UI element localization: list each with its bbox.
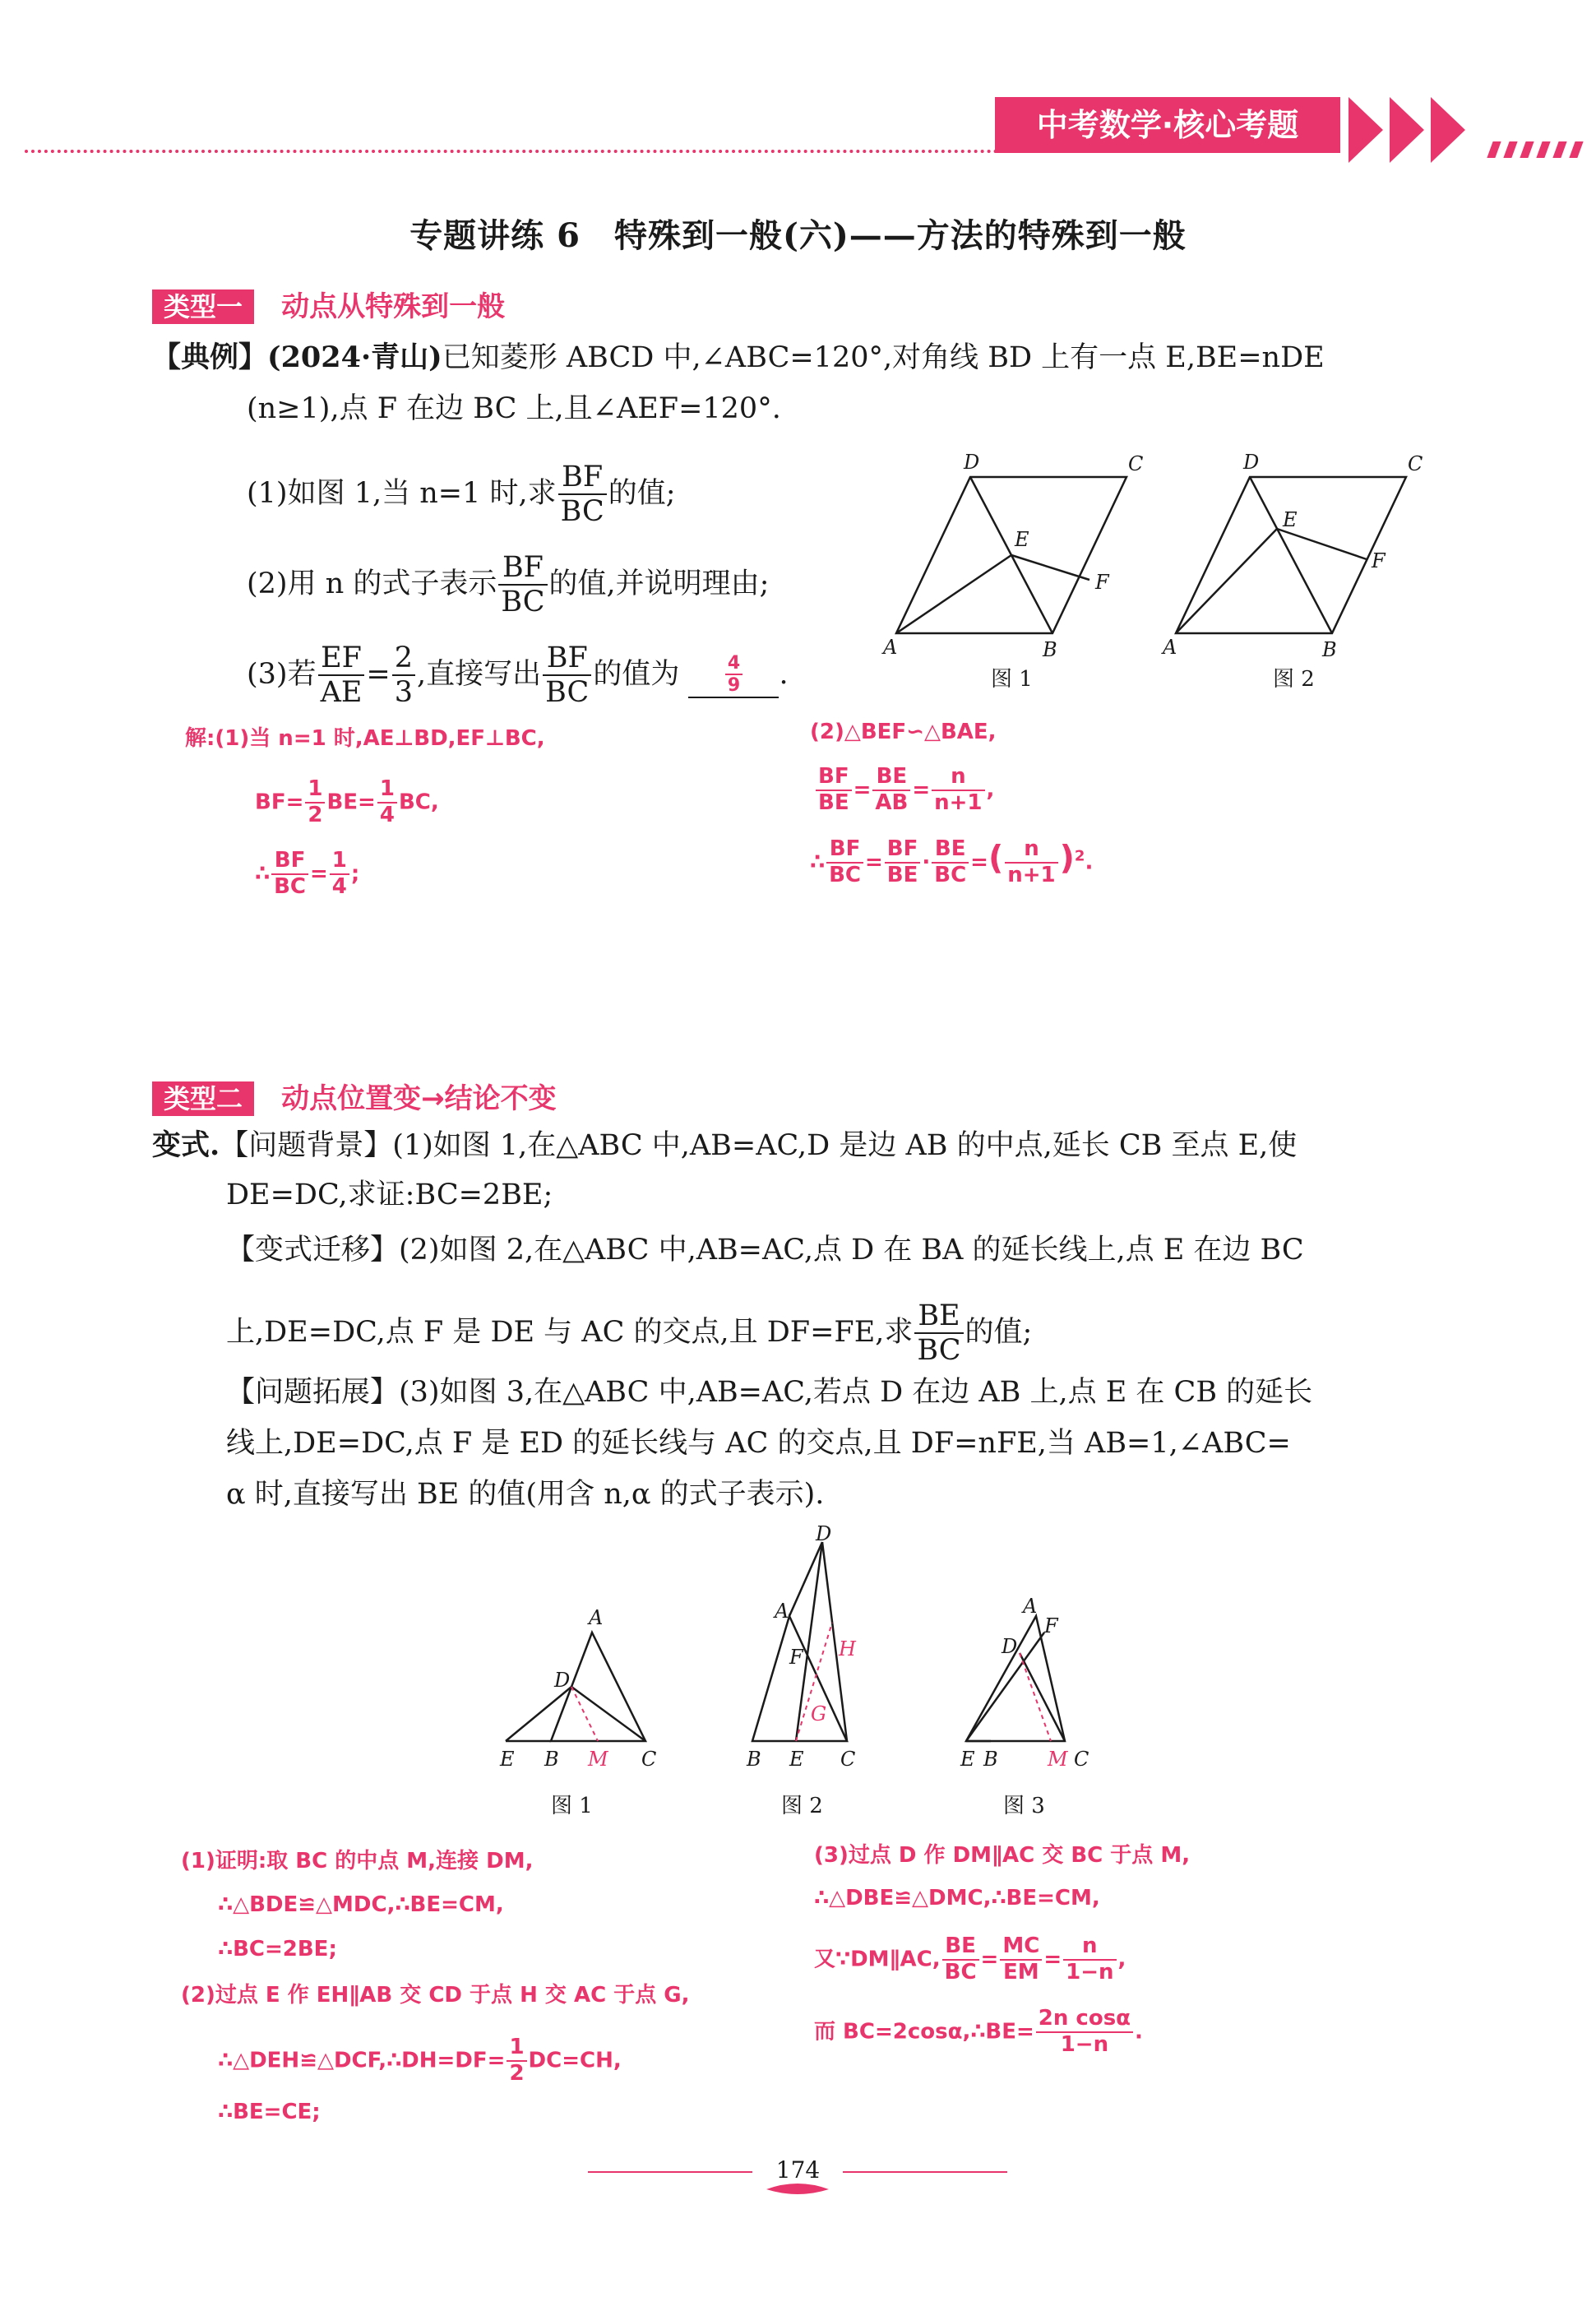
fraction-bf-be <box>885 837 921 888</box>
fig-a-label-c: C <box>641 1748 657 1771</box>
q3-suffix: 的值为 <box>593 657 680 691</box>
fraction-n-n1 <box>932 765 984 816</box>
header-dotted-rule <box>25 150 1011 153</box>
q3-prefix: (3)若 <box>247 657 317 691</box>
frac-den: BC <box>274 873 306 899</box>
section1-heading: 动点从特殊到一般 <box>281 290 506 323</box>
answer-den: 9 <box>727 675 741 697</box>
fig-b-label-a: A <box>775 1600 789 1623</box>
fig-b-caption: 图 2 <box>781 1794 823 1818</box>
fig-b-label-h: H <box>839 1637 856 1660</box>
frac-num: BF <box>826 837 863 864</box>
sol2-right-line-4 <box>814 2007 1143 2058</box>
sol2-right-line-2: ∴△DBE≌△DMC,∴BE=CM, <box>814 1886 1100 1910</box>
answer-fraction <box>725 653 742 697</box>
variant-line-5: 【问题拓展】(3)如图 3,在△ABC 中,AB=AC,若点 D 在边 AB 上,点 E 在 CB 的延长 <box>226 1376 1313 1409</box>
fig1-segment-ae <box>896 555 1011 633</box>
question-2 <box>247 551 769 619</box>
sol-eq: = <box>970 850 988 875</box>
frac-den: BE <box>886 862 918 887</box>
frac-num: EF <box>318 641 365 676</box>
fraction-2-3 <box>392 641 415 710</box>
frac-den: 3 <box>394 676 414 710</box>
fraction-bf-bc <box>271 849 308 900</box>
fraction-1-2 <box>507 2035 526 2086</box>
fraction-1-4 <box>377 777 397 828</box>
sol-dot: · <box>922 850 931 875</box>
fig-b-label-f: F <box>789 1646 803 1669</box>
frac-num: 2 <box>392 641 415 676</box>
fig2-caption: 图 2 <box>1273 667 1315 692</box>
frac-num: BE <box>872 765 910 791</box>
variant-text: 【问题背景】(1)如图 1,在△ABC 中,AB=AC,D 是边 AB 的中点,延长 CB 至点 E,使 <box>220 1129 1298 1162</box>
fig-b-label-d: D <box>816 1526 832 1545</box>
frac-den: 1−n <box>1060 2031 1109 2057</box>
paren-open: ( <box>988 839 1004 878</box>
fig-a-dashed-dm <box>571 1687 598 1741</box>
sol-eq: = <box>980 1947 999 1972</box>
q2-suffix: 的值,并说明理由; <box>548 567 770 600</box>
stripe-decoration <box>1569 141 1583 158</box>
fig2-label-c: C <box>1408 452 1423 475</box>
frac-num: BE <box>914 1299 963 1334</box>
fig-c-label-b: B <box>983 1748 998 1771</box>
frac-num: 2n cosα <box>1036 2007 1133 2033</box>
q3-middle: ,直接写出 <box>417 657 542 691</box>
frac-den: BC <box>917 1334 961 1368</box>
fig-a-segment-dc <box>571 1687 645 1741</box>
sol2-line-5 <box>218 2035 622 2086</box>
stripe-decoration <box>1503 141 1517 158</box>
fig-c-label-d: D <box>1002 1635 1018 1658</box>
sol1-right-line-3 <box>810 837 1093 888</box>
frac-den: n+1 <box>934 790 983 815</box>
sol-eq: = <box>1043 1947 1062 1972</box>
variant-line-2: DE=DC,求证:BC=2BE; <box>226 1179 553 1211</box>
sol2-text: ∴△DEH≌△DCF,∴DH=DF= <box>218 2048 506 2073</box>
fig2-label-b: B <box>1322 638 1337 658</box>
fig-b-label-c: C <box>840 1748 856 1771</box>
sol-eq: = <box>853 777 872 803</box>
sol2-right-line-3 <box>814 1934 1126 1985</box>
stripe-decoration <box>1552 141 1566 158</box>
example-line-1 <box>152 337 1325 378</box>
example-line-2: (n≥1),点 F 在边 BC 上,且∠AEF=120°. <box>247 392 781 425</box>
fig-c-label-e: E <box>960 1748 975 1771</box>
frac-num: BF <box>498 551 547 586</box>
fig2-label-f: F <box>1372 549 1386 572</box>
frac-den: 1−n <box>1066 1959 1114 1984</box>
brand-subtitle: ZHONGKAOSHUXUE · HEXINKAOTI <box>1006 155 1329 173</box>
section1-tag: 类型一 <box>152 289 254 324</box>
fig-c-label-m: M <box>1048 1748 1068 1771</box>
fig1-label-d: D <box>964 451 980 474</box>
fig-c-label-c: C <box>1074 1748 1089 1771</box>
rhombus-figures <box>880 444 1439 658</box>
frac-num: 1 <box>507 2035 526 2062</box>
fig1-label-e: E <box>1015 528 1029 551</box>
chevron-icon <box>1390 97 1424 163</box>
frac-den: 4 <box>331 873 347 899</box>
sol2-text: 而 BC=2cosα,∴BE= <box>814 2019 1034 2045</box>
footer-ornament <box>765 2181 830 2198</box>
frac-den: BC <box>545 676 590 710</box>
sol2-right-line-1: (3)过点 D 作 DM∥AC 交 BC 于点 M, <box>814 1843 1191 1868</box>
sol1-text: BF= <box>255 790 304 815</box>
frac-num: MC <box>1000 1934 1042 1961</box>
sol2-line-1: (1)证明:取 BC 的中点 M,连接 DM, <box>181 1849 534 1873</box>
sol1-right-line-1: (2)△BEF∽△BAE, <box>810 720 997 744</box>
example-label: 【典例】 <box>152 340 268 374</box>
sol-comma: , <box>1117 1947 1126 1972</box>
chevron-icon <box>1431 97 1465 163</box>
frac-num: BF <box>816 765 852 791</box>
sol-comma: , <box>986 777 995 803</box>
variant-line-1 <box>152 1125 1297 1166</box>
stripe-decoration <box>1487 141 1501 158</box>
fig2-segment-ae <box>1176 529 1277 633</box>
page-title: 专题讲练 6 特殊到一般(六)——方法的特殊到一般 <box>409 216 1187 255</box>
question-3: (3)若 $\frac{EF}{AE}$ = $\frac{2}{3}$ ,直接写出 $\frac{BF}{BC}$ 的值为 $\frac{4}{9}$ . <box>247 641 789 710</box>
fig2-label-d: D <box>1243 451 1260 474</box>
frac-num: 1 <box>377 777 397 804</box>
fig1-label-a: A <box>883 636 898 658</box>
page-number: 174 <box>775 2156 821 2184</box>
example-source: (2024·青山) <box>267 340 442 374</box>
fraction-bf-be <box>816 765 852 816</box>
fig-a-caption: 图 1 <box>551 1794 593 1818</box>
variant-line-3: 【变式迁移】(2)如图 2,在△ABC 中,AB=AC,点 D 在 BA 的延长线上,点 E 在边 BC <box>226 1234 1304 1267</box>
paren-close: ) <box>1059 839 1075 878</box>
frac-den: BE <box>818 790 849 815</box>
stripe-decoration <box>1536 141 1550 158</box>
sol1-text: ; <box>350 861 360 887</box>
fig-b-label-b: B <box>747 1748 761 1771</box>
answer-blank <box>688 653 779 698</box>
fraction-be-result <box>1036 2007 1133 2058</box>
frac-den: 2 <box>509 2060 525 2086</box>
sol1-text: ∴ <box>255 861 271 887</box>
sol2-line-4: (2)过点 E 作 EH∥AB 交 CD 于点 H 交 AC 于点 G, <box>181 1983 690 2008</box>
fig2-label-e: E <box>1283 508 1298 531</box>
frac-den: BC <box>501 586 545 619</box>
fig2-diagonal-bd <box>1250 477 1332 633</box>
fig-a-label-e: E <box>500 1748 515 1771</box>
brand-banner <box>995 97 1340 153</box>
fraction-bf-bc <box>826 837 863 888</box>
sol-therefore: ∴ <box>810 850 826 875</box>
sol-eq: = <box>912 777 931 803</box>
sol2-text: 又∵DM∥AC, <box>814 1947 941 1972</box>
fig1-label-b: B <box>1043 638 1057 658</box>
fraction-bf-bc <box>558 461 607 529</box>
section2-header <box>152 1076 557 1116</box>
section2-tag: 类型二 <box>152 1081 254 1116</box>
sol2-line-3: ∴BC=2BE; <box>218 1937 337 1961</box>
sol1-line-1: 解:(1)当 n=1 时,AE⊥BD,EF⊥BC, <box>185 726 545 751</box>
frac-num: BF <box>885 837 921 864</box>
frac-num: n <box>932 765 984 791</box>
fig-a-label-a: A <box>589 1606 604 1629</box>
frac-num: 1 <box>305 777 325 804</box>
fig-c-caption: 图 3 <box>1003 1794 1045 1818</box>
fig-c-dashed-dm <box>1020 1653 1051 1741</box>
fraction-be-ab <box>872 765 910 816</box>
section1-header <box>152 284 505 324</box>
fig-c-label-a: A <box>1023 1595 1038 1618</box>
fig-a-label-d: D <box>554 1669 571 1692</box>
sol-tail: . <box>1085 850 1094 875</box>
sol2-text: DC=CH, <box>528 2048 622 2073</box>
sol2-line-2: ∴△BDE≌△MDC,∴BE=CM, <box>218 1892 504 1917</box>
question-1 <box>247 461 676 529</box>
answer-num: 4 <box>725 653 742 675</box>
sol1-right-line-2 <box>814 765 994 816</box>
variant-label: 变式. <box>152 1128 220 1162</box>
frac-num: BF <box>543 641 591 676</box>
exponent: 2 <box>1074 847 1085 865</box>
fig-c-segment-dc <box>1020 1653 1065 1741</box>
sol1-line-3 <box>255 849 359 900</box>
q1-prefix: (1)如图 1,当 n=1 时,求 <box>247 476 557 510</box>
frac-num: n <box>1063 1934 1116 1961</box>
fig-b-label-g: G <box>811 1702 827 1725</box>
fraction-1-4 <box>330 849 349 900</box>
sol1-text: = <box>310 861 328 887</box>
fraction-mc-em <box>1000 1934 1042 1985</box>
sol-tail: . <box>1135 2019 1143 2045</box>
q2-prefix: (2)用 n 的式子表示 <box>247 567 497 600</box>
fraction-be-bc <box>942 1934 979 1985</box>
frac-den: BC <box>944 1959 977 1984</box>
frac-num: BF <box>271 849 308 875</box>
fig2-label-a: A <box>1163 636 1177 658</box>
fig1-caption: 图 1 <box>991 667 1033 692</box>
frac-num: BE <box>942 1934 979 1961</box>
fig1-label-c: C <box>1128 452 1144 475</box>
frac-den: 4 <box>379 802 395 827</box>
frac-den: BC <box>829 862 861 887</box>
chevron-icon <box>1349 97 1383 163</box>
fig-a-label-b: B <box>544 1748 559 1771</box>
sol2-line-6: ∴BE=CE; <box>218 2100 321 2124</box>
variant-line-4 <box>226 1299 1032 1368</box>
fraction-n-1mn <box>1063 1934 1116 1985</box>
fraction-n-n1 <box>1005 837 1057 888</box>
triangle-figures <box>485 1526 1118 1772</box>
sol1-line-2 <box>255 777 439 828</box>
brand-title: 中考数学·核心考题 <box>1036 107 1299 143</box>
fraction-bf-bc <box>543 641 591 710</box>
frac-num: 1 <box>330 849 349 875</box>
fraction-1-2 <box>305 777 325 828</box>
stripe-decoration <box>1520 141 1534 158</box>
frac-den: AB <box>875 790 909 815</box>
frac-den: AE <box>320 676 363 710</box>
variant-text: 的值; <box>965 1315 1033 1349</box>
fraction-bf-bc <box>498 551 547 619</box>
fraction-ef-ae <box>318 641 365 710</box>
fraction-be-bc <box>914 1299 963 1368</box>
fraction-be-bc <box>932 837 969 888</box>
example-text-1: 已知菱形 ABCD 中,∠ABC=120°,对角线 BD 上有一点 E,BE=nDE <box>442 341 1325 374</box>
q3-end: . <box>779 657 789 691</box>
sol1-text: BC, <box>398 790 439 815</box>
fig-a-label-m: M <box>588 1748 608 1771</box>
frac-den: BC <box>560 495 604 529</box>
frac-den: BC <box>934 862 967 887</box>
frac-den: 2 <box>308 802 323 827</box>
frac-den: EM <box>1003 1959 1039 1984</box>
variant-text: 上,DE=DC,点 F 是 DE 与 AC 的交点,且 DF=FE,求 <box>226 1315 914 1349</box>
frac-num: BF <box>558 461 607 495</box>
section2-heading: 动点位置变→结论不变 <box>281 1082 557 1115</box>
sol1-text: BE= <box>326 790 376 815</box>
sol-eq: = <box>865 850 883 875</box>
fig1-label-f: F <box>1095 571 1109 594</box>
variant-line-6: 线上,DE=DC,点 F 是 ED 的延长线与 AC 的交点,且 DF=nFE,当 AB=1,∠ABC= <box>226 1427 1291 1460</box>
q1-suffix: 的值; <box>608 476 676 510</box>
fig-c-label-f: F <box>1044 1614 1058 1637</box>
frac-num: BE <box>932 837 969 864</box>
frac-num: n <box>1005 837 1057 864</box>
frac-den: n+1 <box>1007 862 1056 887</box>
variant-line-7: α 时,直接写出 BE 的值(用含 n,α 的式子表示). <box>226 1478 825 1511</box>
fig-b-label-e: E <box>789 1748 804 1771</box>
